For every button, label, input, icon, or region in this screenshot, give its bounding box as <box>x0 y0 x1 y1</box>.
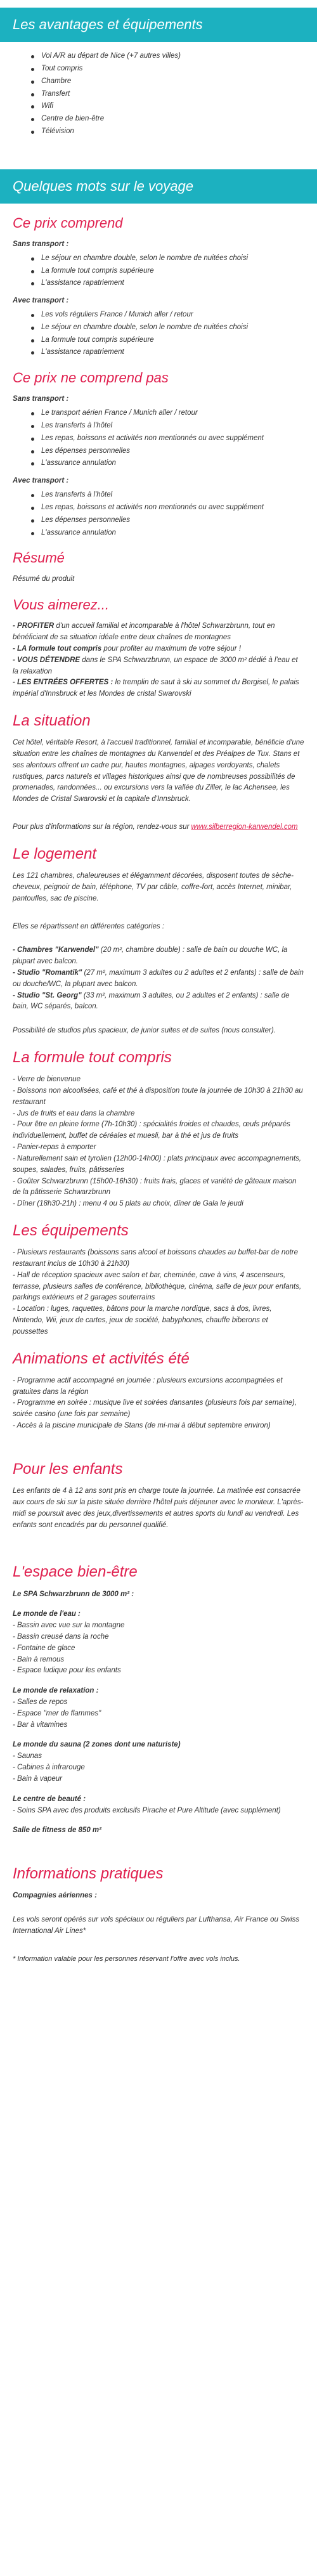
spa-title: Le SPA Schwarzbrunn de 3000 m² : <box>13 1590 134 1598</box>
eau-line: - Bain à remous <box>13 1655 65 1663</box>
list-item: Les transferts à l'hôtel <box>41 420 304 432</box>
category-desc: (33 m², maximum 3 adultes, ou 2 adultes et 2 enfants) : salle de bain, WC séparés, balcon. <box>13 991 290 1011</box>
animation-line: - Accès à la piscine municipale de Stans (de mi-mai à début septembre environ) <box>13 1422 271 1430</box>
list-item: L'assistance rapatriement <box>41 278 304 289</box>
formule-list <box>13 1074 304 1210</box>
ne-comprend-sans-label: Sans transport : <box>13 395 69 403</box>
compagnies-label: Compagnies aériennes : <box>13 1892 97 1900</box>
category-name: - Studio "St. Georg" <box>13 991 82 999</box>
situation-text: Cet hôtel, véritable Resort, à l'accueil traditionnel, familial et incomparable, bénéficie d'une situation entre les chaînes de montagnes du Karwendel et des Préalpes de Tux. Stans et ses alentours offrent un cadre pur, hautes montagnes, alpages verdoyants, chalets rustiques, parcs naturels et villages historiques ainsi que de nombreuses possibilités de promenades, randonnées... ou excursions vers la vallée du Ziller, le lac Achensee, les Mondes de Cristal Swarovski et la capitale d'Innsbruck. <box>13 739 304 803</box>
ne-comprend-avec-list <box>13 490 304 538</box>
animations-list <box>13 1376 304 1432</box>
equipements-list <box>13 1247 304 1338</box>
aimerez-bold: - LA formule tout compris <box>13 644 102 653</box>
eau-line: - Fontaine de glace <box>13 1644 75 1652</box>
relax-list <box>13 1697 304 1731</box>
advantage-item: Wifi <box>41 101 304 112</box>
eau-label: Le monde de l'eau : <box>13 1610 81 1618</box>
region-link[interactable]: www.silberregion-karwendel.com <box>191 823 298 831</box>
infos-heading: Informations pratiques <box>13 1865 164 1883</box>
formule-line: - Jus de fruits et eau dans la chambre <box>13 1109 135 1117</box>
relax-line: - Espace "mer de flammes" <box>13 1709 101 1717</box>
advantages-banner: Les avantages et équipements <box>0 8 317 42</box>
ne-comprend-sans-list <box>13 408 304 469</box>
eau-line: - Espace ludique pour les enfants <box>13 1667 121 1675</box>
ne-comprend-avec-label: Avec transport : <box>13 477 69 485</box>
animations-heading: Animations et activités été <box>13 1350 190 1367</box>
advantage-item: Tout compris <box>41 63 304 75</box>
ne-comprend-heading: Ce prix ne comprend pas <box>13 370 169 386</box>
formule-line: - Pour être en pleine forme (7h-10h30) : spécialités froides et chaudes, œufs préparés individuellement, buffet de céréales et muesli, bar à thé et jus de fruits <box>13 1121 290 1140</box>
sauna-line: - Cabines à infrarouge <box>13 1764 85 1772</box>
logement-categories <box>13 945 304 1013</box>
formule-line: - Naturellement sain et tyrolien (12h00-14h00) : plats principaux avec accompagnements, soupes, salades, fruits, pâtisseries <box>13 1154 302 1174</box>
formule-heading: La formule tout compris <box>13 1049 172 1066</box>
comprend-avec-list <box>13 309 304 358</box>
advantages-list <box>13 51 304 138</box>
aimerez-bold: - LES ENTRÉES OFFERTES : <box>13 679 113 687</box>
vols-note: * Information valable pour les personnes réservant l'offre avec vols inclus. <box>13 1955 240 1963</box>
list-item: Le transport aérien France / Munich aller / retour <box>41 408 304 419</box>
aimerez-rest: d'un accueil familial et incomparable à l'hôtel Schwarzbrunn, tout en bénéficiant de sa situation idéale entre deux chaînes de montagnes <box>13 622 275 642</box>
animation-line: - Programme en soirée : musique live et soirées dansantes (plusieurs fois par semaine), soirée casino (une fois par semaine) <box>13 1399 297 1419</box>
list-item: Le séjour en chambre double, selon le nombre de nuitées choisi <box>41 322 304 334</box>
list-item: L'assurance annulation <box>41 458 304 469</box>
eau-list <box>13 1620 304 1677</box>
logement-heading: Le logement <box>13 845 97 862</box>
category-name: - Chambres "Karwendel" <box>13 946 99 954</box>
sauna-label: Le monde du sauna (2 zones dont une naturiste) <box>13 1741 181 1749</box>
formule-line: - Dîner (18h30-21h) : menu 4 ou 5 plats au choix, dîner de Gala le jeudi <box>13 1200 243 1208</box>
logement-note: Possibilité de studios plus spacieux, de junior suites et de suites (nous consulter). <box>13 1027 276 1035</box>
logement-categories-intro: Elles se répartissent en différentes catégories : <box>13 922 165 930</box>
advantage-item: Transfert <box>41 89 304 100</box>
list-item: Les transferts à l'hôtel <box>41 490 304 501</box>
list-item: L'assistance rapatriement <box>41 347 304 358</box>
eau-line: - Bassin creusé dans la roche <box>13 1632 109 1641</box>
eau-line: - Bassin avec vue sur la montagne <box>13 1622 125 1630</box>
equipement-line: - Plusieurs restaurants (boissons sans alcool et boissons chaudes au buffet-bar de notre restaurant inclus de 10h30 à 21h30) <box>13 1249 299 1268</box>
equipement-line: - Location : luges, raquettes, bâtons pour la marche nordique, sacs à dos, livres, Nintendo, Wii, jeux de cartes, jeux de société, babyphones, chauffe biberons et poussettes <box>13 1305 272 1336</box>
voyage-banner: Quelques mots sur le voyage <box>0 169 317 204</box>
comprend-avec-label: Avec transport : <box>13 297 69 305</box>
sauna-line: - Saunas <box>13 1752 42 1760</box>
advantage-item: Chambre <box>41 76 304 88</box>
equipement-line: - Hall de réception spacieux avec salon et bar, cheminée, cave à vins, 4 ascenseurs, terrasse, plusieurs salles de conférence, bibliothèque, cinéma, salle de jeux pour enfants, parkings extérieurs et 2 garages souterrains <box>13 1271 302 1302</box>
list-item: La formule tout compris supérieure <box>41 266 304 277</box>
aimerez-rest: pour profiter au maximum de votre séjour ! <box>101 644 242 653</box>
advantage-item: Télévision <box>41 126 304 138</box>
relax-line: - Salles de repos <box>13 1698 68 1706</box>
list-item: L'assurance annulation <box>41 528 304 539</box>
resume-heading: Résumé <box>13 550 65 566</box>
list-item: La formule tout compris supérieure <box>41 335 304 346</box>
aimerez-bold: - VOUS DÉTENDRE <box>13 656 81 664</box>
bienetre-heading: L'espace bien-être <box>13 1563 138 1581</box>
formule-line: - Verre de bienvenue <box>13 1076 81 1084</box>
enfants-text: Les enfants de 4 à 12 ans sont pris en charge toute la journée. La matinée est consacrée aux cours de ski sur la piste située derrière l'hôtel puis déjeuner avec le moniteur. L'après-midi se poursuit avec des jeux,divertissements et autres sports du lundi au vendredi. Les enfants sont encadrés par du personnel qualifié. <box>13 1487 304 1529</box>
logement-intro: Les 121 chambres, chaleureuses et élégamment décorées, disposent toutes de sèche-cheveux, peignoir de bain, téléphone, TV par câble, coffre-fort, accès Internet, minibar, pantoufles, sac de piscine. <box>13 872 294 902</box>
fitness-label: Salle de fitness de 850 m² <box>13 1826 101 1835</box>
category-name: - Studio "Romantik" <box>13 968 82 977</box>
list-item: Les dépenses personnelles <box>41 446 304 457</box>
resume-text: Résumé du produit <box>13 575 75 583</box>
aimerez-rest: le tremplin de saut à ski au sommet du Bergisel, le palais impérial d'Innsbruck et les Mondes de cristal Swarovski <box>13 679 299 698</box>
vols-text: Les vols seront opérés sur vols spéciaux ou réguliers par Lufthansa, Air France ou Swiss International Air Lines* <box>13 1916 300 1935</box>
aimerez-bold: - PROFITER <box>13 622 55 630</box>
list-item: Les repas, boissons et activités non mentionnés ou avec supplément <box>41 433 304 445</box>
list-item: Les dépenses personnelles <box>41 515 304 526</box>
animation-line: - Programme actif accompagné en journée : plusieurs excursions accompagnées et gratuites dans la région <box>13 1376 283 1396</box>
comprend-heading: Ce prix comprend <box>13 214 123 231</box>
situation-more-text: Pour plus d'informations sur la région, rendez-vous sur <box>13 823 191 831</box>
aimerez-text <box>13 621 304 700</box>
voyage-content <box>0 212 317 1965</box>
comprend-sans-list <box>13 253 304 289</box>
situation-heading: La situation <box>13 712 91 729</box>
aimerez-heading: Vous aimerez... <box>13 597 110 613</box>
beaute-label: Le centre de beauté : <box>13 1795 86 1803</box>
advantage-item: Centre de bien-être <box>41 114 304 125</box>
relax-label: Le monde de relaxation : <box>13 1687 99 1695</box>
list-item: Les vols réguliers France / Munich aller / retour <box>41 309 304 321</box>
equipements-heading: Les équipements <box>13 1221 129 1239</box>
formule-line: - Goûter Schwarzbrunn (15h00-16h30) : fruits frais, glaces et variété de gâteaux maison de la pâtisserie Schwarzbrunn <box>13 1177 297 1197</box>
aimerez-rest: dans le SPA Schwarzbrunn, un espace de 3000 m² dédié à l'eau et la relaxation <box>13 656 298 675</box>
formule-line: - Boissons non alcoolisées, café et thé à disposition toute la journée de 10h30 à 21h30 au restaurant <box>13 1087 303 1106</box>
category-desc: (27 m², maximum 3 adultes ou 2 adultes et 2 enfants) : salle de bain ou douche/WC, la plupart avec balcon. <box>13 968 304 988</box>
sauna-list <box>13 1751 304 1785</box>
advantages-section <box>0 42 317 155</box>
advantage-item: Vol A/R au départ de Nice (+7 autres villes) <box>41 51 304 62</box>
list-item: Les repas, boissons et activités non mentionnés ou avec supplément <box>41 502 304 514</box>
relax-line: - Bar à vitamines <box>13 1721 68 1729</box>
category-desc: (20 m², chambre double) : salle de bain ou douche WC, la plupart avec balcon. <box>13 946 288 966</box>
list-item: Le séjour en chambre double, selon le nombre de nuitées choisi <box>41 253 304 264</box>
situation-more <box>13 822 304 833</box>
comprend-sans-label: Sans transport : <box>13 240 69 248</box>
sauna-line: - Bain à vapeur <box>13 1774 62 1783</box>
formule-line: - Panier-repas à emporter <box>13 1143 96 1152</box>
beaute-text: - Soins SPA avec des produits exclusifs Pirache et Pure Altitude (avec supplément) <box>13 1806 281 1814</box>
enfants-heading: Pour les enfants <box>13 1460 123 1478</box>
